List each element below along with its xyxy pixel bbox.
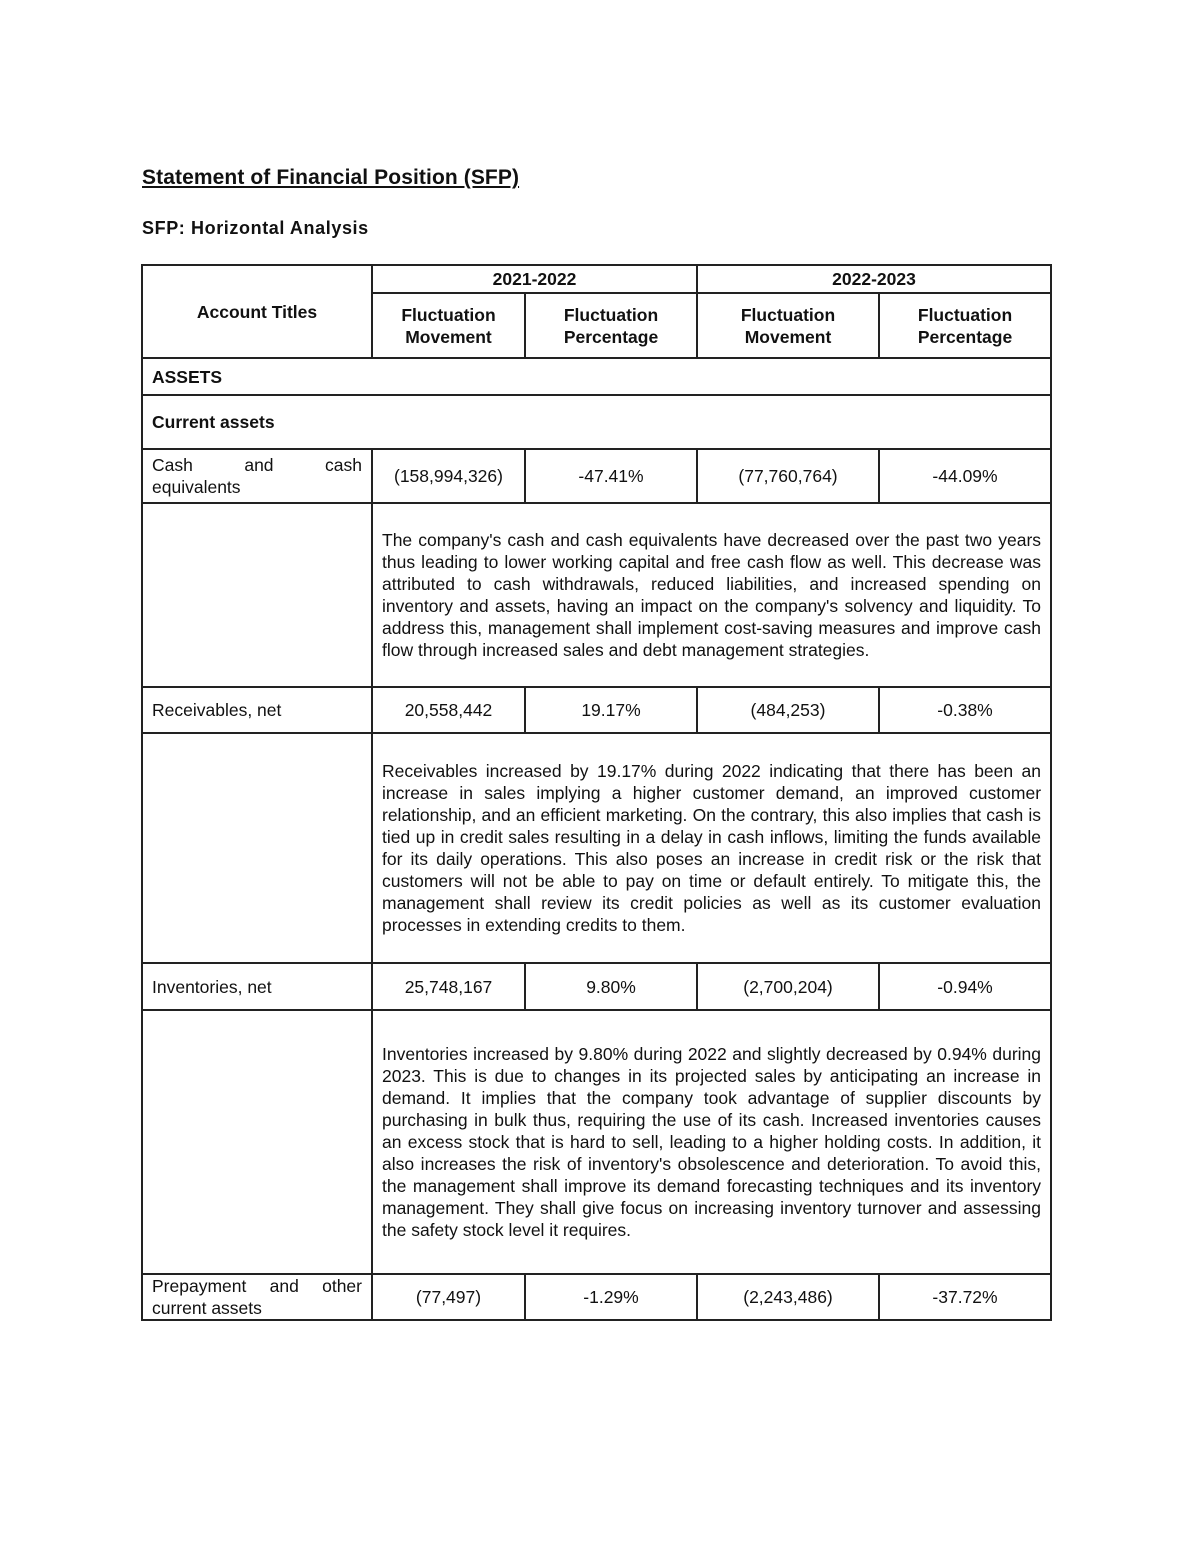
header-period-2022-2023: 2022-2023 <box>697 265 1051 293</box>
analysis-comment: Receivables increased by 19.17% during 2022 indicating that there has been an increase in sales implying a higher customer demand, an improved customer relationship, and an efficient marketing. On the contrary, this also implies that cash is tied up in credit sales resulting in a delay in cash inflows, limiting the funds available for its daily operations. This also poses an increase in credit risk or the risk that customers will not be able to pay on time or default entirely. To mitigate this, the management shall review its credit policies as well as its customer evaluation processes in extending credits to them. <box>372 733 1051 963</box>
movement-2022-2023-cell: (2,243,486) <box>697 1274 879 1320</box>
table-row <box>142 963 1051 1010</box>
movement-2022-2023-cell: (484,253) <box>697 687 879 733</box>
account-title-label: Inventories, net <box>152 976 272 997</box>
header-period-2021-2022: 2021-2022 <box>372 265 697 293</box>
percentage-2022-2023-cell: -0.94% <box>879 963 1051 1010</box>
table-row <box>142 687 1051 733</box>
account-title-label: Receivables, net <box>152 700 282 720</box>
section-row-assets <box>142 358 1051 395</box>
section-label-current-assets: Current assets <box>142 395 1051 449</box>
account-title-cell <box>142 449 372 503</box>
percentage-2022-2023-cell: -44.09% <box>879 449 1051 503</box>
empty-label-cell <box>142 733 372 963</box>
percentage-2021-2022-cell: -1.29% <box>525 1274 697 1320</box>
analysis-comment: Inventories increased by 9.80% during 2022 and slightly decreased by 0.94% during 2023. This is due to changes in its projected sales by anticipating an increase in demand. It implies that the company took advantage of supplier discounts by purchasing in bulk thus, requiring the use of its cash. Increased inventories causes an excess stock that is hard to sell, leading to a higher holding costs. In addition, it also increases the risk of inventory's obsolescence and deterioration. To avoid this, the management shall improve its demand forecasting techniques and its inventory management. They shall give focus on increasing inventory turnover and assessing the safety stock level it requires. <box>372 1010 1051 1274</box>
header-fluctuation-percentage-2021-2022: Fluctuation Percentage <box>525 293 697 358</box>
movement-2022-2023-cell: (77,760,764) <box>697 449 879 503</box>
movement-2021-2022-cell: (77,497) <box>372 1274 525 1320</box>
empty-label-cell <box>142 503 372 687</box>
header-fluctuation-percentage-2022-2023: Fluctuation Percentage <box>879 293 1051 358</box>
account-title-cell <box>142 1274 372 1320</box>
header-fluctuation-movement-2022-2023: Fluctuation Movement <box>697 293 879 358</box>
percentage-2021-2022-cell: -47.41% <box>525 449 697 503</box>
table-row <box>142 1274 1051 1320</box>
percentage-2022-2023-cell: -37.72% <box>879 1274 1051 1320</box>
comment-row <box>142 503 1051 687</box>
movement-2021-2022-cell: 25,748,167 <box>372 963 525 1010</box>
percentage-2022-2023-cell: -0.38% <box>879 687 1051 733</box>
account-title-label: Prepayment and other current assets <box>152 1276 362 1318</box>
section-row-current-assets <box>142 395 1051 449</box>
header-account-titles: Account Titles <box>142 265 372 358</box>
comment-row <box>142 733 1051 963</box>
comment-row <box>142 1010 1051 1274</box>
empty-label-cell <box>142 1010 372 1274</box>
account-title-cell <box>142 963 372 1010</box>
account-title-cell <box>142 687 372 733</box>
analysis-comment: The company's cash and cash equivalents have decreased over the past two years thus leading to lower working capital and free cash flow as well. This decrease was attributed to cash withdrawals, reduced liabilities, and increased spending on inventory and assets, having an impact on the company's solvency and liquidity. To address this, management shall implement cost-saving measures and improve cash flow through increased sales and debt management strategies. <box>372 503 1051 687</box>
document-subtitle: SFP: Horizontal Analysis <box>142 218 369 238</box>
table-row <box>142 449 1051 503</box>
document-title: Statement of Financial Position (SFP) <box>142 166 520 189</box>
percentage-2021-2022-cell: 9.80% <box>525 963 697 1010</box>
section-label-assets: ASSETS <box>142 358 1051 395</box>
movement-2022-2023-cell: (2,700,204) <box>697 963 879 1010</box>
movement-2021-2022-cell: (158,994,326) <box>372 449 525 503</box>
account-title-label: Cash and cash equivalents <box>152 455 362 497</box>
header-fluctuation-movement-2021-2022: Fluctuation Movement <box>372 293 525 358</box>
percentage-2021-2022-cell: 19.17% <box>525 687 697 733</box>
horizontal-analysis-table <box>141 264 1052 1321</box>
movement-2021-2022-cell: 20,558,442 <box>372 687 525 733</box>
